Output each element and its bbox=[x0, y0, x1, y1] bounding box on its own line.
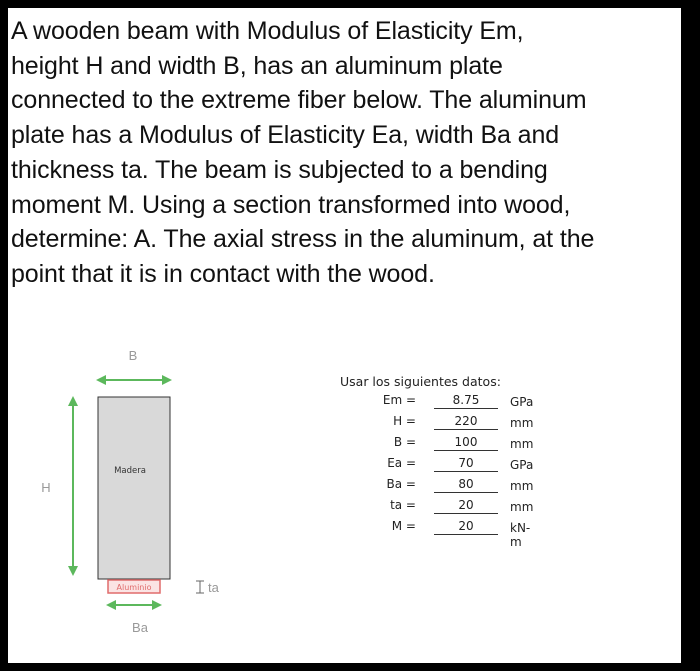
wood-label: Madera bbox=[114, 466, 146, 476]
wood-section bbox=[98, 397, 170, 579]
data-label: Ea = bbox=[387, 456, 416, 470]
data-value: 20 bbox=[434, 519, 498, 535]
problem-line: point that it is in contact with the wood. bbox=[11, 259, 435, 288]
data-value: 20 bbox=[434, 498, 498, 514]
data-unit: mm bbox=[510, 416, 534, 430]
data-row bbox=[340, 414, 534, 435]
data-value: 8.75 bbox=[434, 393, 498, 409]
data-unit: mm bbox=[510, 500, 534, 514]
data-table bbox=[340, 374, 534, 549]
data-row bbox=[340, 456, 534, 477]
problem-line: moment M. Using a section transformed into wood, bbox=[11, 190, 571, 219]
data-value: 80 bbox=[434, 477, 498, 493]
problem-line: height H and width B, has an aluminum plate bbox=[11, 51, 503, 80]
problem-line: connected to the extreme fiber below. The aluminum bbox=[11, 86, 587, 115]
data-header: Usar los siguientes datos: bbox=[340, 374, 501, 389]
data-value: 70 bbox=[434, 456, 498, 472]
data-unit: GPa bbox=[510, 395, 534, 409]
data-label: ta = bbox=[390, 498, 416, 512]
data-value: 220 bbox=[434, 414, 498, 430]
problem-line: A wooden beam with Modulus of Elasticity Em, bbox=[11, 17, 524, 45]
data-row bbox=[340, 519, 531, 549]
data-label: M = bbox=[391, 519, 416, 533]
label-ta: ta bbox=[208, 580, 219, 595]
label-ba: Ba bbox=[132, 620, 148, 635]
data-row bbox=[340, 498, 534, 519]
data-unit: mm bbox=[510, 479, 534, 493]
data-unit: mm bbox=[510, 437, 534, 451]
problem-line: thickness ta. The beam is subjected to a bending bbox=[11, 155, 548, 184]
data-row bbox=[340, 393, 534, 414]
problem-line: plate has a Modulus of Elasticity Ea, width Ba and bbox=[11, 121, 560, 150]
aluminum-label: Aluminio bbox=[116, 583, 152, 592]
label-b: B bbox=[128, 348, 138, 363]
data-row bbox=[340, 435, 534, 456]
data-label: H = bbox=[393, 414, 416, 428]
label-h: H bbox=[41, 480, 51, 495]
data-row bbox=[340, 477, 534, 498]
data-value: 100 bbox=[434, 435, 498, 451]
data-unit: kN-m bbox=[510, 521, 531, 549]
problem-line: determine: A. The axial stress in the aluminum, at the bbox=[11, 225, 595, 254]
data-label: Em = bbox=[382, 393, 416, 407]
data-unit: GPa bbox=[510, 458, 534, 472]
data-label: B = bbox=[393, 435, 416, 449]
data-label: Ba = bbox=[386, 477, 416, 491]
